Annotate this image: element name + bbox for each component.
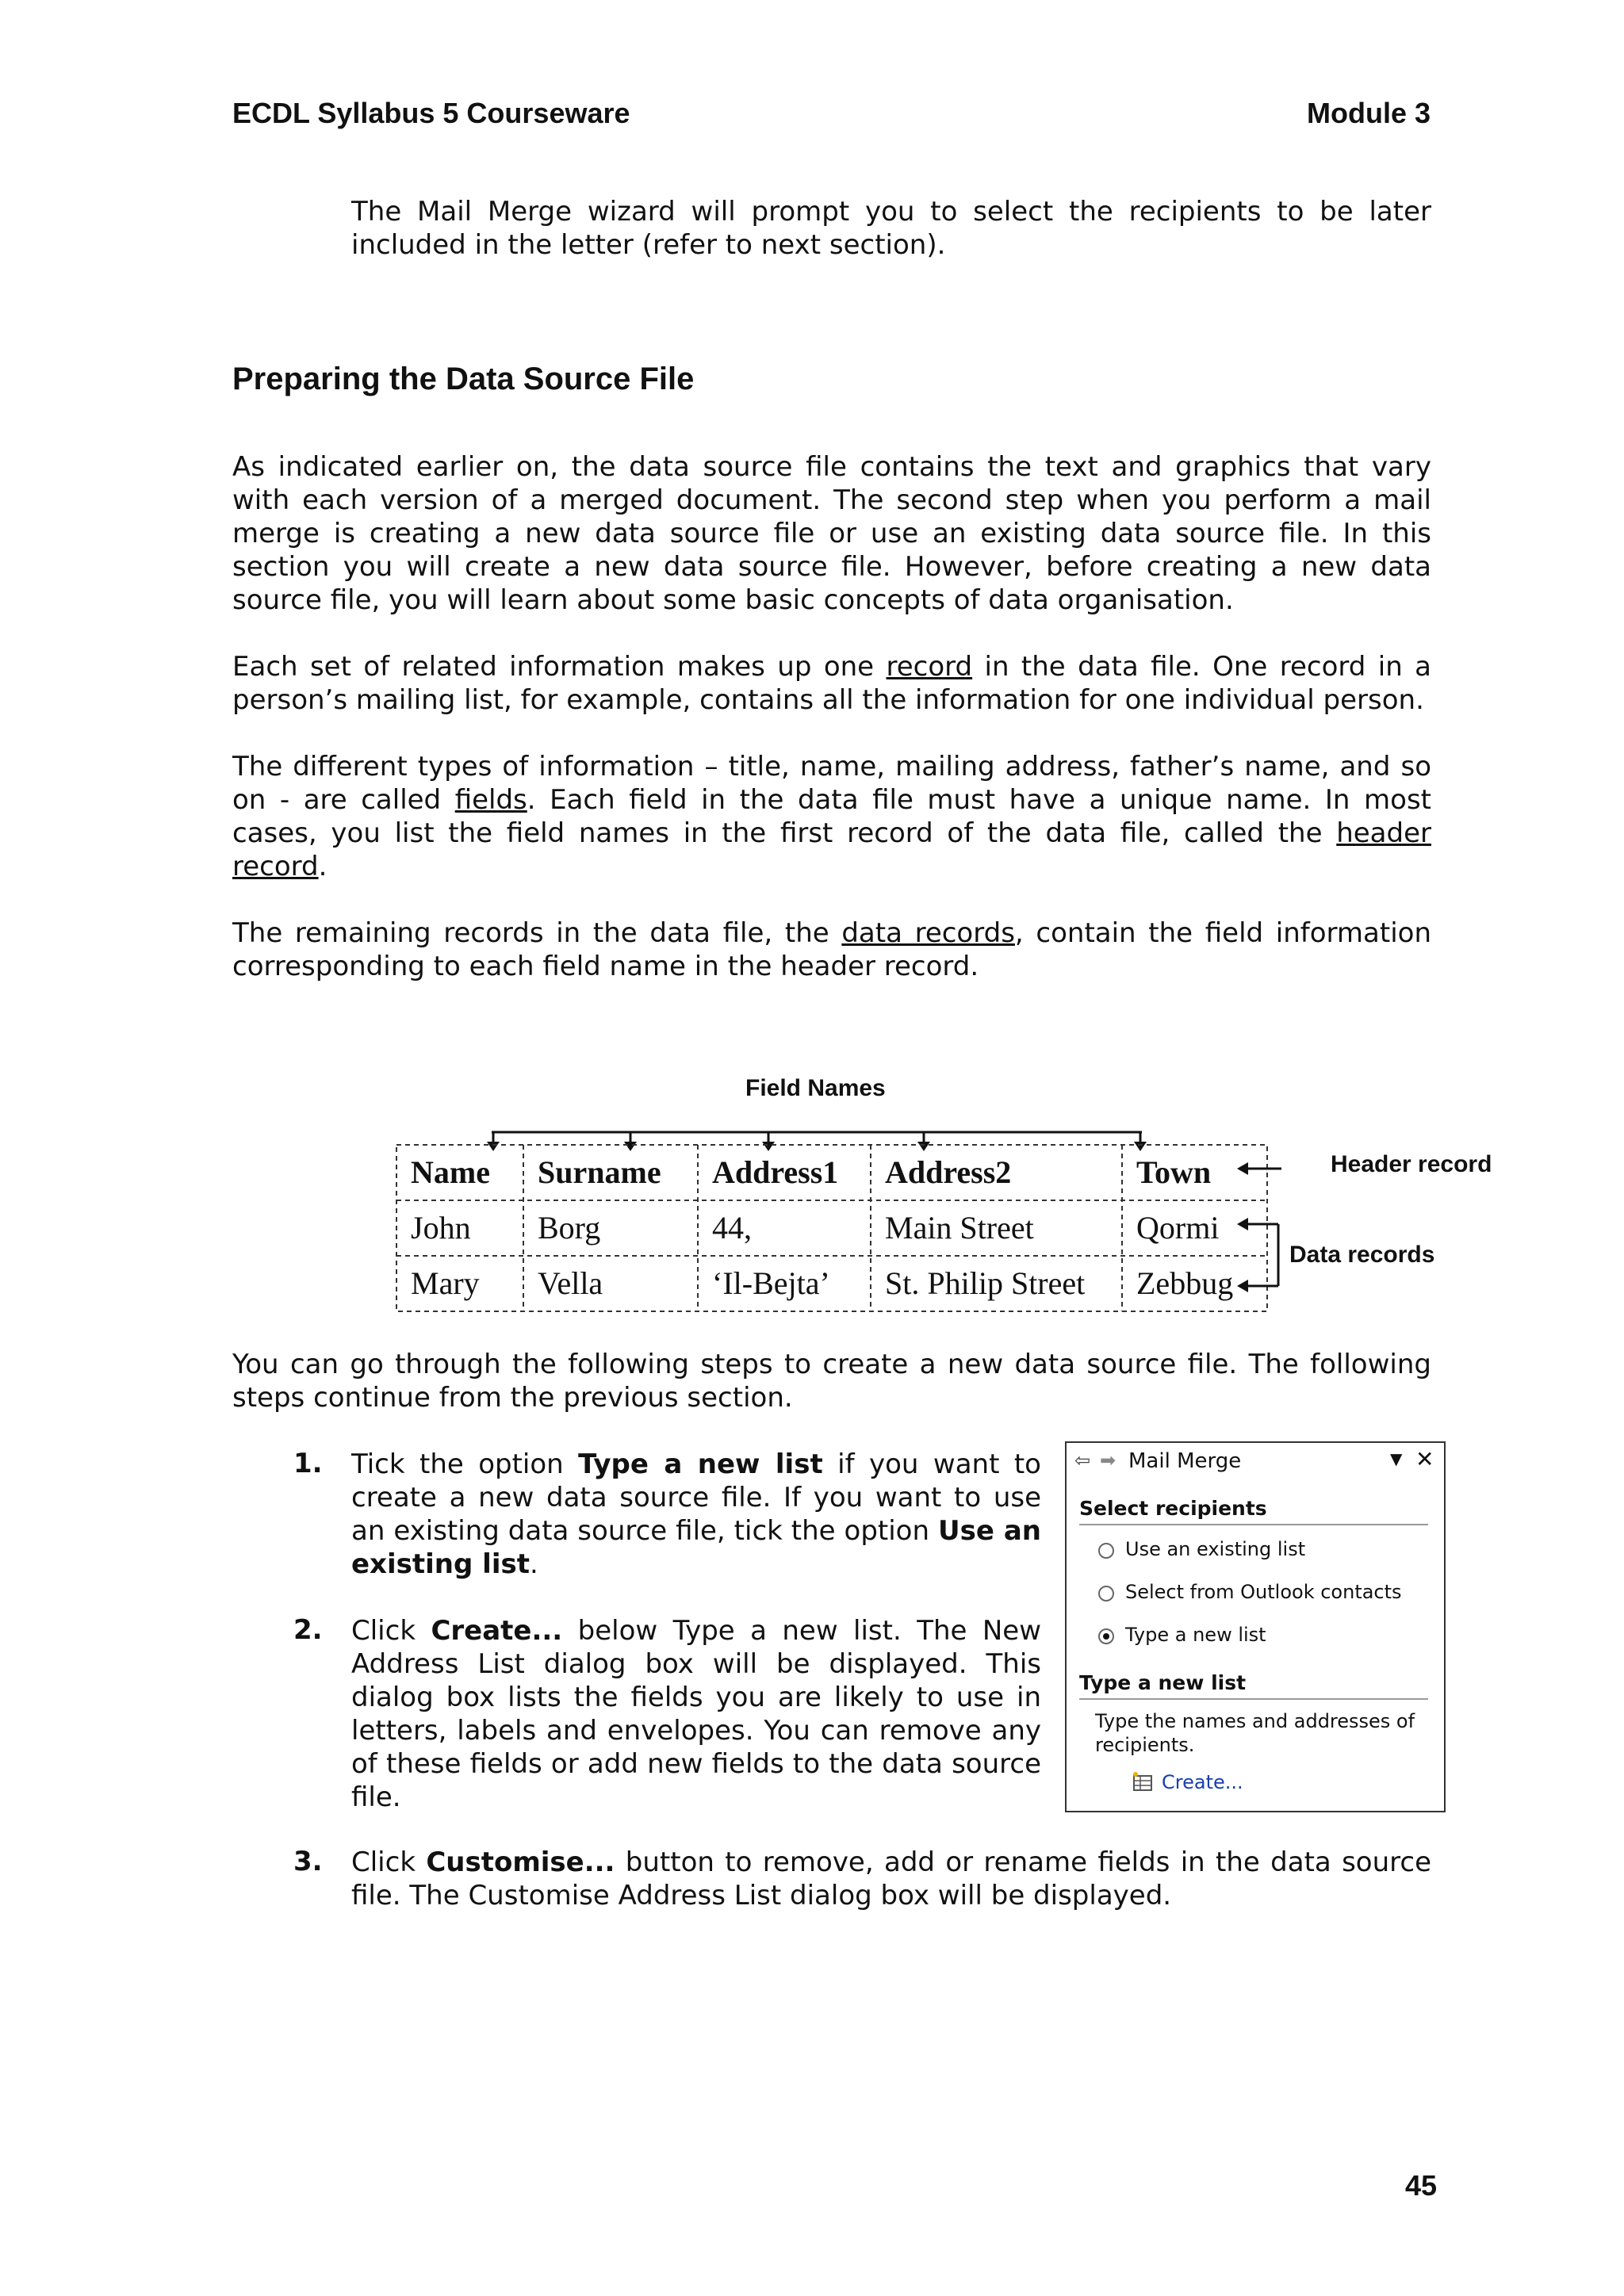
- running-header-right: Module 3: [1306, 97, 1431, 129]
- intro-paragraph: The Mail Merge wizard will prompt you to select the recipients to be later included in the letter (refer to next section).: [351, 196, 1431, 261]
- table-cell: 44,: [712, 1210, 752, 1246]
- pane-title: Mail Merge: [1128, 1449, 1242, 1473]
- step-2-text: Click Create... below Type a new list. The New Address List dialog box will be displayed. This dialog box lists the fields you are likely to use in letters, labels and envelopes. You can remove any of these fields or add new fields to the data source file.: [351, 1615, 1041, 1813]
- table-cell: Borg: [538, 1210, 601, 1246]
- term-data-records: data records: [841, 917, 1015, 949]
- select-recipients-heading: Select recipients: [1079, 1497, 1267, 1520]
- table-cell: ‘Il-Bejta’: [712, 1265, 830, 1301]
- data-records-label: Data records: [1289, 1242, 1435, 1268]
- term-record: record: [886, 651, 973, 683]
- paragraph-fields: The different types of information – title, name, mailing address, father’s name, and so on - are called fields. Each field in the data file must have a unique name. In most cases, you list the field names in the first record of the data file, called the header record.: [232, 751, 1431, 882]
- mail-merge-pane: [1065, 1441, 1446, 1812]
- close-icon[interactable]: ✕: [1415, 1446, 1434, 1472]
- divider: [1079, 1698, 1428, 1700]
- address-book-icon: [1132, 1771, 1154, 1792]
- steps-intro: You can go through the following steps to create a new data source file. The following steps continue from the previous section.: [232, 1349, 1431, 1414]
- step-1-text: Tick the option Type a new list if you want to create a new data source file. If you want to use an existing data source file, tick the option Use an existing list.: [351, 1448, 1042, 1580]
- dropdown-icon[interactable]: ▼: [1390, 1449, 1403, 1468]
- paragraph-data-records: The remaining records in the data file, the data records, contain the field information corresponding to each field name in the header record.: [232, 917, 1431, 982]
- section-title: Preparing the Data Source File: [232, 362, 695, 396]
- back-arrow-icon[interactable]: ⇦: [1074, 1449, 1091, 1471]
- step-3-text: Click Customise... button to remove, add or rename fields in the data source file. The Customise Address List dialog box will be displayed.: [351, 1846, 1431, 1911]
- radio-type-new-list[interactable]: [1098, 1628, 1114, 1644]
- table-cell: John: [411, 1210, 471, 1246]
- step-number: 3.: [293, 1846, 323, 1877]
- radio-use-existing-list[interactable]: [1098, 1543, 1114, 1559]
- table-header-cell: Town: [1136, 1154, 1212, 1190]
- table-cell: Zebbug: [1136, 1265, 1234, 1301]
- type-new-list-heading: Type a new list: [1079, 1671, 1247, 1694]
- table-cell: Qormi: [1136, 1210, 1220, 1246]
- type-new-list-description: Type the names and addresses of recipients.: [1095, 1710, 1415, 1756]
- forward-arrow-icon[interactable]: ➡: [1100, 1449, 1116, 1471]
- table-cell: Vella: [538, 1265, 603, 1301]
- table-header-cell: Name: [411, 1154, 490, 1190]
- field-names-label: Field Names: [745, 1075, 886, 1101]
- option-label: Select from Outlook contacts: [1125, 1581, 1402, 1603]
- table-header-cell: Address2: [885, 1154, 1012, 1190]
- step-number: 1.: [293, 1448, 323, 1479]
- pane-title-bar: [1067, 1443, 1444, 1479]
- table-cell: Mary: [411, 1265, 480, 1301]
- table-header-cell: Address1: [712, 1154, 839, 1190]
- page-number: 45: [1404, 2169, 1437, 2202]
- paragraph-record: Each set of related information makes up one record in the data file. One record in a person’s mailing list, for example, contains all the information for one individual person.: [232, 651, 1431, 716]
- term-fields: fields: [454, 784, 527, 816]
- step-number: 2.: [293, 1614, 323, 1646]
- table-cell: St. Philip Street: [885, 1265, 1086, 1301]
- table-cell: Main Street: [885, 1210, 1034, 1246]
- header-record-label: Header record: [1331, 1151, 1492, 1177]
- create-link[interactable]: Create...: [1162, 1771, 1243, 1793]
- radio-select-outlook-contacts[interactable]: [1098, 1586, 1114, 1601]
- term-header-record: header record: [232, 817, 1431, 882]
- divider: [1079, 1524, 1428, 1525]
- option-label: Type a new list: [1125, 1624, 1266, 1646]
- table-header-cell: Surname: [538, 1154, 661, 1190]
- option-label: Use an existing list: [1125, 1538, 1306, 1560]
- running-header-left: ECDL Syllabus 5 Courseware: [232, 97, 630, 129]
- paragraph-data-source: As indicated earlier on, the data source file contains the text and graphics that vary with each version of a merged document. The second step when you perform a mail merge is creating a new data source file or use an existing data source file. In this section you will create a new data source file. However, before creating a new data source file, you will learn about some basic concepts of data organisation.: [232, 451, 1431, 616]
